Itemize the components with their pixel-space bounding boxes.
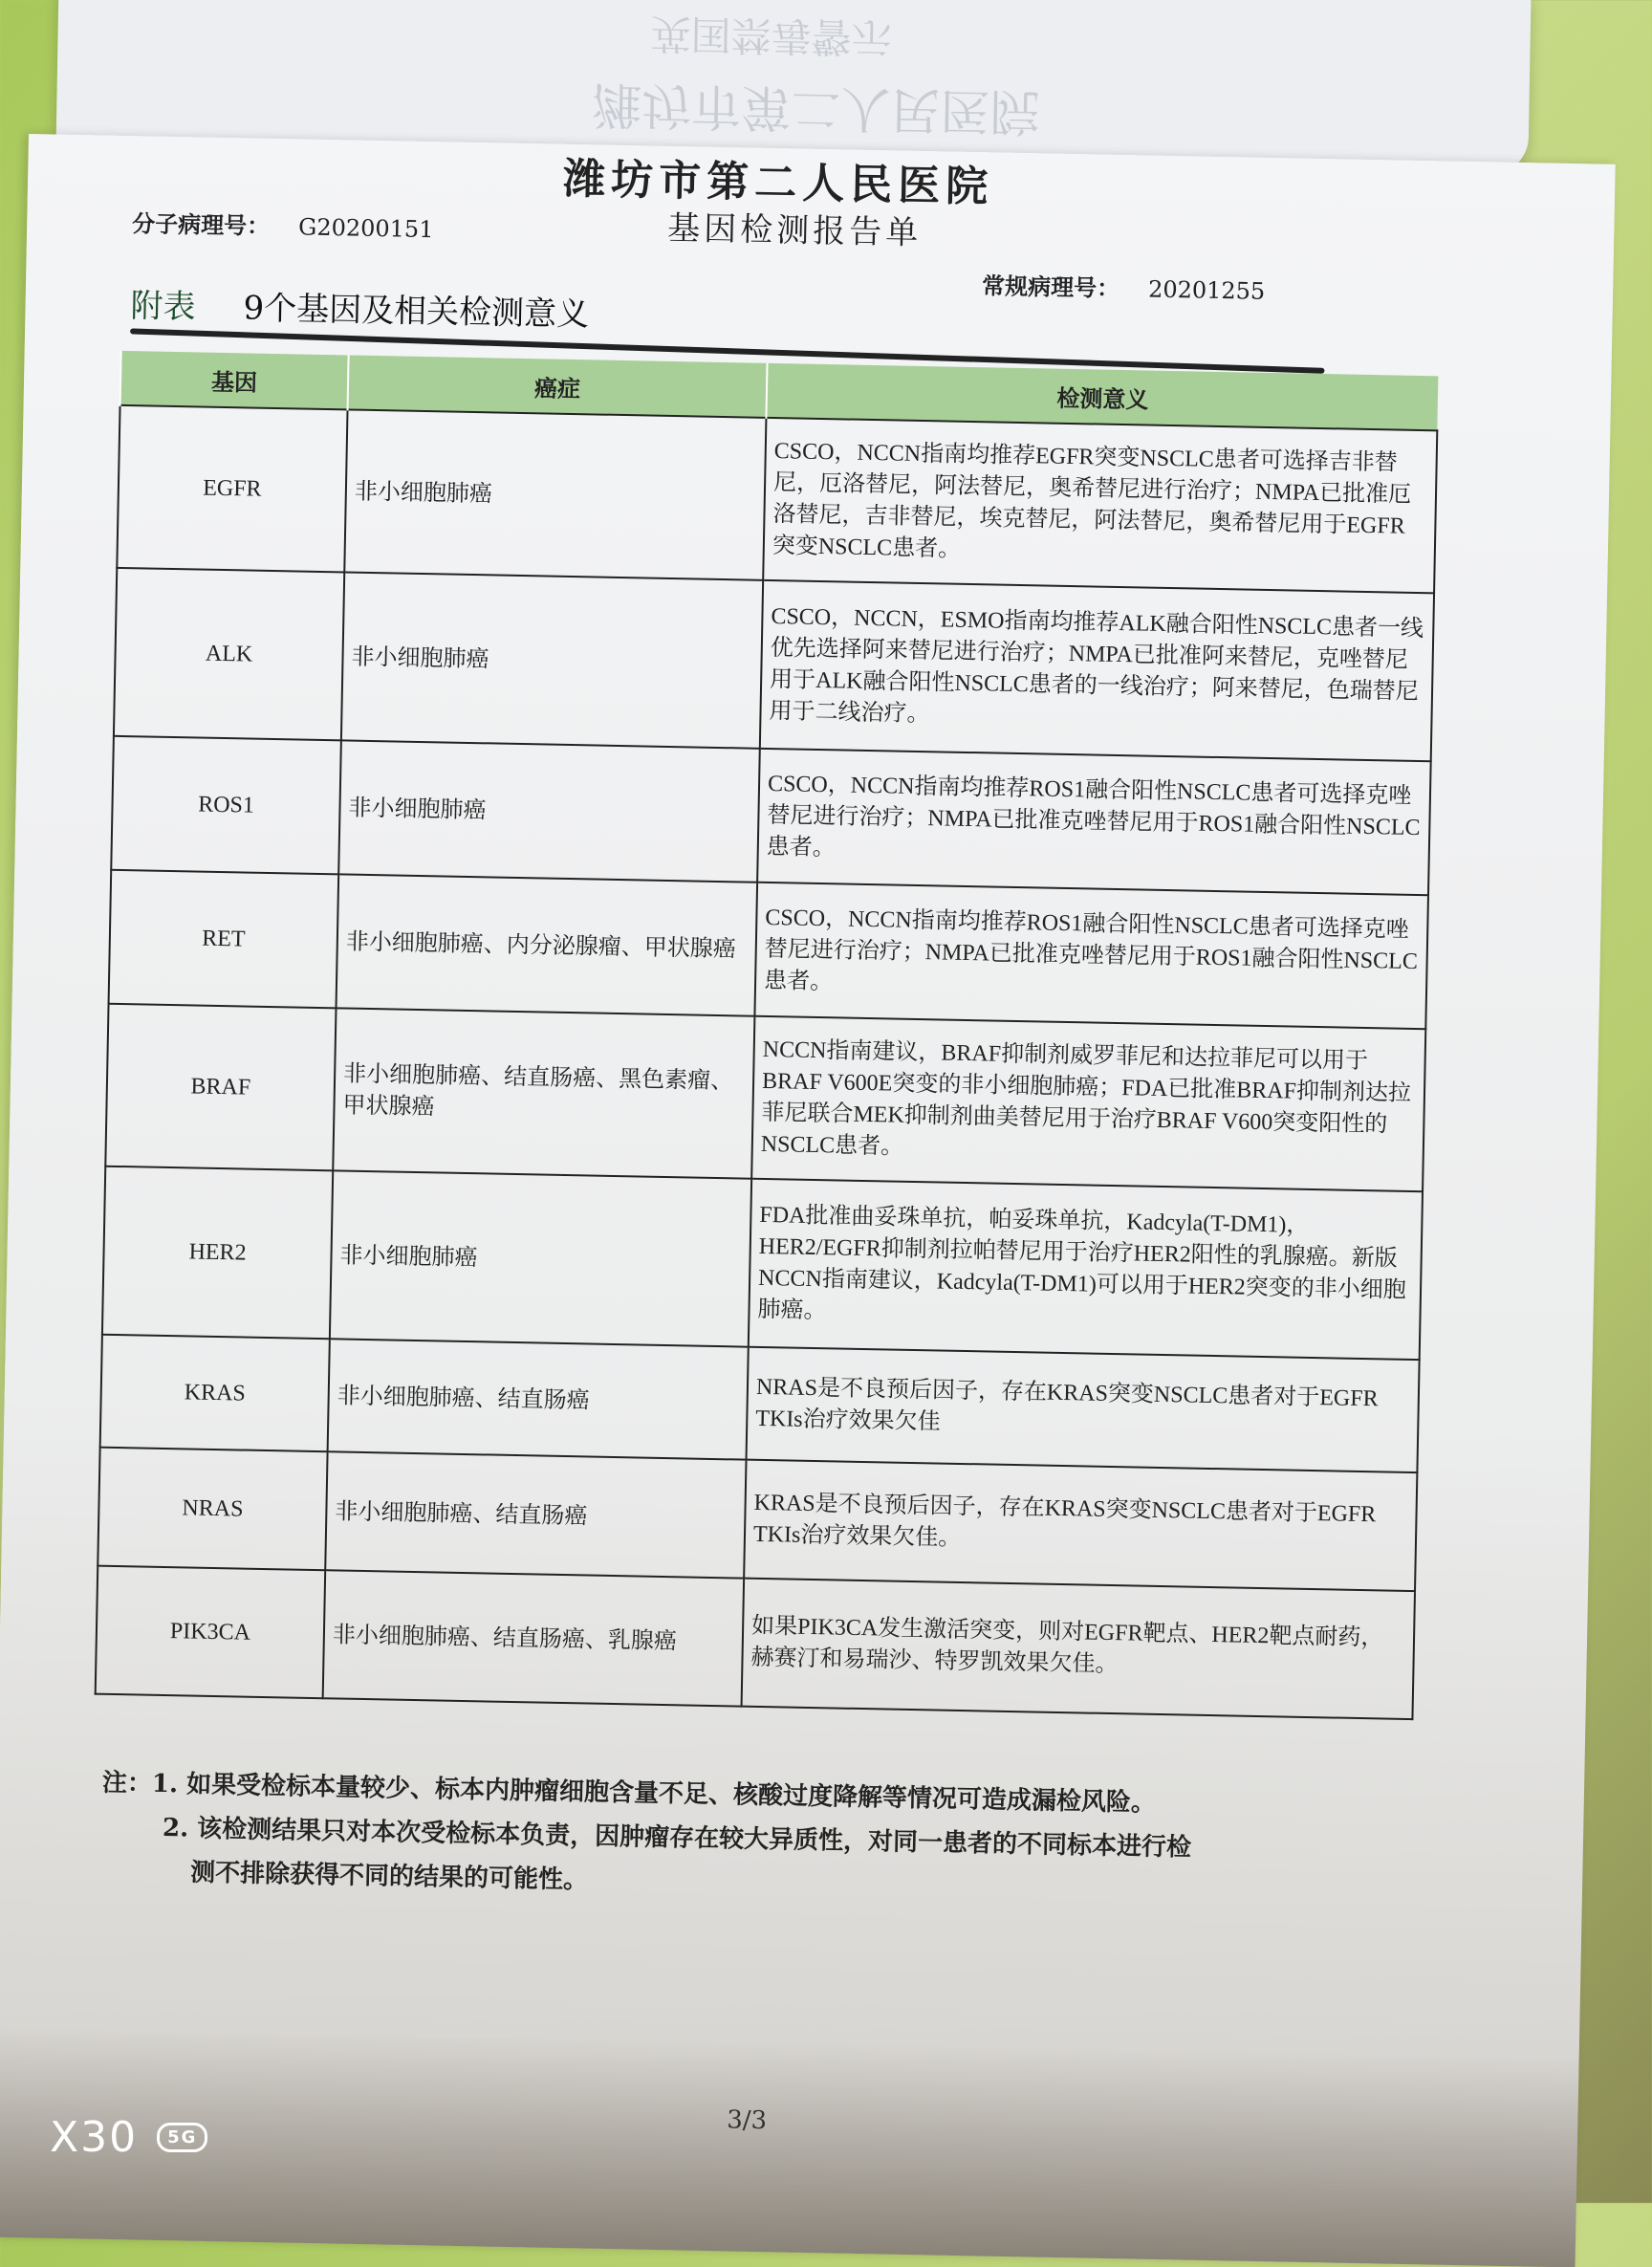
hospital-name: 潍坊市第二人民医院 xyxy=(562,154,994,212)
cancer-cell: 非小细胞肺癌 xyxy=(344,409,766,579)
molecular-pathology-label: 分子病理号： xyxy=(131,209,271,240)
gene-cell: BRAF xyxy=(105,1004,336,1171)
gene-cell: KRAS xyxy=(100,1335,330,1452)
cancer-cell: 非小细胞肺癌、结直肠癌、乳腺癌 xyxy=(323,1570,744,1706)
gene-cell: NRAS xyxy=(98,1448,327,1571)
appendix-label: 附表 xyxy=(130,287,196,327)
cancer-cell: 非小细胞肺癌 xyxy=(338,740,760,882)
camera-model: X30 xyxy=(50,2113,139,2162)
5g-badge-icon: 5G xyxy=(157,2123,207,2152)
appendix-heading xyxy=(130,279,589,335)
significance-cell: CSCO，NCCN指南均推荐ROS1融合阳性NSCLC患者可选择克唑替尼进行治疗；NMPA已批准克唑替尼用于ROS1融合阳性NSCLC患者。 xyxy=(757,749,1431,895)
ghost-text-1: 英国禁毒警示 xyxy=(650,10,893,61)
significance-cell: CSCO，NCCN指南均推荐EGFR突变NSCLC患者可选择吉非替尼，厄洛替尼，阿法替尼，奥希替尼进行治疗；NMPA已批准厄洛替尼，吉非替尼，埃克替尼，阿法替尼，奥希替尼用于EGFR突变NSCLC患者。 xyxy=(763,418,1437,593)
significance-cell: CSCO，NCCN指南均推荐ROS1融合阳性NSCLC患者可选择克唑替尼进行治疗；NMPA已批准克唑替尼用于ROS1融合阳性NSCLC患者。 xyxy=(754,883,1428,1029)
significance-cell: NRAS是不良预后因子，存在KRAS突变NSCLC患者对于EGFR TKIs治疗效果欠佳 xyxy=(747,1347,1420,1472)
cancer-cell: 非小细胞肺癌、结直肠癌 xyxy=(325,1451,746,1578)
page-number: 3/3 xyxy=(726,2105,768,2136)
gene-cell: ALK xyxy=(114,568,344,741)
header-significance: 检测意义 xyxy=(766,363,1438,430)
cancer-cell: 非小细胞肺癌 xyxy=(341,572,763,748)
table-row xyxy=(105,1004,1425,1191)
note-1-text: 1. 如果受检标本量较少、标本内肿瘤细胞含量不足、核酸过度降解等情况可造成漏检风险。 xyxy=(151,1769,1157,1818)
notes-section xyxy=(100,1761,1193,1914)
significance-cell: KRAS是不良预后因子，存在KRAS突变NSCLC患者对于EGFR TKIs治疗效果欠佳。 xyxy=(744,1460,1417,1591)
ghost-text-2: 潍坊市第二人民医院 xyxy=(591,75,1040,141)
table-row xyxy=(109,870,1428,1029)
table-row xyxy=(96,1566,1415,1719)
report-page xyxy=(0,134,1616,2267)
routine-pathology-label: 常规病理号： xyxy=(981,272,1120,302)
significance-cell: CSCO，NCCN，ESMO指南均推荐ALK融合阳性NSCLC患者一线优先选择阿来替尼进行治疗；NMPA已批准阿来替尼，克唑替尼用于ALK融合阳性NSCLC患者的一线治疗；阿来替尼，色瑞替尼用于二线治疗。 xyxy=(760,580,1434,761)
note-2-continued: 测不排除获得不同的结果的可能性。 xyxy=(189,1858,589,1895)
table-row xyxy=(114,568,1434,761)
camera-watermark xyxy=(50,2113,207,2162)
gene-cell: ROS1 xyxy=(111,736,341,875)
cancer-cell: 非小细胞肺癌、内分泌腺瘤、甲状腺癌 xyxy=(337,874,758,1015)
table-row xyxy=(117,405,1437,593)
table-row xyxy=(111,736,1430,895)
header-gene: 基因 xyxy=(120,351,349,410)
report-title: 基因检测报告单 xyxy=(666,208,923,252)
cancer-cell: 非小细胞肺癌 xyxy=(330,1170,751,1346)
significance-cell: FDA批准曲妥珠单抗，帕妥珠单抗，Kadcyla(T-DM1)，HER2/EGFR抑制剂拉帕替尼用于治疗HER2阳性的乳腺癌。新版NCCN指南建议，Kadcyla(T-DM1)可以用于HER2突变的非小细胞肺癌。 xyxy=(749,1179,1423,1360)
header-cancer: 癌症 xyxy=(348,355,768,417)
molecular-pathology-number xyxy=(132,205,434,244)
notes-prefix: 注： xyxy=(101,1768,153,1798)
table-row xyxy=(102,1166,1423,1360)
appendix-title: 9个基因及相关检测意义 xyxy=(243,289,590,335)
routine-pathology-number xyxy=(982,267,1266,306)
gene-cell: RET xyxy=(109,870,339,1009)
note-2: 2. 该检测结果只对本次受检标本负责，因肿瘤存在较大异质性，对同一患者的不同标本进行检 xyxy=(162,1814,1192,1863)
significance-cell: 如果PIK3CA发生激活突变，则对EGFR靶点、HER2靶点耐药，赫赛汀和易瑞沙、特罗凯效果欠佳。 xyxy=(742,1579,1415,1719)
significance-cell: NCCN指南建议，BRAF抑制剂威罗菲尼和达拉菲尼可以用于BRAF V600E突变的非小细胞肺癌；FDA已批准BRAF抑制剂达拉菲尼联合MEK抑制剂曲美替尼用于治疗BRAF V600突变阳性的NSCLC患者。 xyxy=(751,1016,1425,1191)
cancer-cell: 非小细胞肺癌、结直肠癌、黑色素瘤、甲状腺癌 xyxy=(333,1008,754,1178)
gene-significance-table xyxy=(95,351,1440,1720)
molecular-pathology-value: G20200151 xyxy=(297,213,434,244)
cancer-cell: 非小细胞肺癌、结直肠癌 xyxy=(328,1339,749,1459)
gene-cell: HER2 xyxy=(102,1166,333,1340)
gene-cell: EGFR xyxy=(117,405,347,573)
routine-pathology-value: 20201255 xyxy=(1147,275,1266,305)
gene-cell: PIK3CA xyxy=(96,1566,326,1699)
